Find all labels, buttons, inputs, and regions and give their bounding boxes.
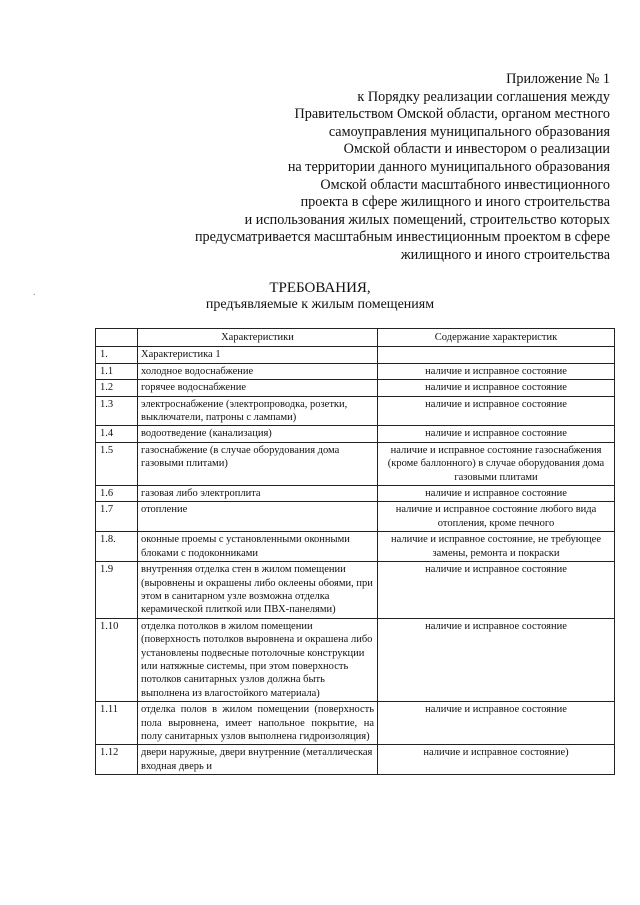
row-number: 1. — [96, 347, 138, 363]
row-number: 1.9 — [96, 562, 138, 619]
row-content: наличие и исправное состояние — [378, 426, 615, 442]
table-row — [96, 486, 615, 502]
row-characteristic: холодное водоснабжение — [138, 363, 378, 379]
row-number: 1.6 — [96, 486, 138, 502]
row-number: 1.12 — [96, 745, 138, 775]
row-content: наличие и исправное состояние — [378, 380, 615, 396]
row-content: наличие и исправное состояние — [378, 486, 615, 502]
row-number: 1.11 — [96, 702, 138, 745]
row-content: наличие и исправное состояние — [378, 363, 615, 379]
appendix-line: самоуправления муниципального образования — [328, 123, 610, 140]
table-row — [96, 562, 615, 619]
table-row — [96, 532, 615, 562]
document-subtitle: предъявляемые к жилым помещениям — [205, 297, 435, 312]
row-characteristic: оконные проемы с установленными оконными блоками с подоконниками — [138, 532, 378, 562]
row-characteristic: отделка полов в жилом помещении (поверхность пола выровнена, имеет напольное покрытие, на полу санитарных узлов выполнена гидроизоляция) — [138, 702, 378, 745]
table-header-row — [96, 329, 615, 347]
requirements-table — [95, 328, 615, 775]
header-content: Содержание характеристик — [378, 329, 615, 347]
row-number: 1.3 — [96, 396, 138, 426]
table-row — [96, 502, 615, 532]
table-row — [96, 380, 615, 396]
appendix-line: Правительством Омской области, органом местного — [294, 106, 610, 123]
row-number: 1.8. — [96, 532, 138, 562]
row-content: наличие и исправное состояние — [378, 396, 615, 426]
table-row — [96, 426, 615, 442]
table-row — [96, 442, 615, 485]
appendix-line: предусматривается масштабным инвестиционным проектом в сфере — [194, 229, 610, 246]
row-content: наличие и исправное состояние, не требующее замены, ремонта и покраски — [378, 532, 615, 562]
row-content: наличие и исправное состояние — [378, 562, 615, 619]
appendix-line: жилищного и иного строительства — [400, 246, 610, 263]
row-number: 1.1 — [96, 363, 138, 379]
header-number — [96, 329, 138, 347]
appendix-header — [140, 71, 610, 265]
appendix-line: и использования жилых помещений, строительство которых — [244, 211, 610, 228]
table-row — [96, 745, 615, 775]
row-number: 1.4 — [96, 426, 138, 442]
row-characteristic: газоснабжение (в случае оборудования дома газовыми плитами) — [138, 442, 378, 485]
row-number: 1.2 — [96, 380, 138, 396]
row-characteristic: водоотведение (канализация) — [138, 426, 378, 442]
row-content: наличие и исправное состояние) — [378, 745, 615, 775]
row-characteristic: Характеристика 1 — [138, 347, 378, 363]
appendix-line: на территории данного муниципального образования — [287, 158, 610, 175]
margin-mark: . — [33, 287, 36, 298]
table-row — [96, 702, 615, 745]
row-characteristic: газовая либо электроплита — [138, 486, 378, 502]
row-content: наличие и исправное состояние любого вида отопления, кроме печного — [378, 502, 615, 532]
table-row — [96, 618, 615, 701]
row-characteristic: внутренняя отделка стен в жилом помещении (выровнены и окрашены либо оклеены обоями, при этом в санитарном узле возможна отделка керамической плиткой или ПВХ-панелями) — [138, 562, 378, 619]
appendix-line: проекта в сфере жилищного и иного строительства — [300, 194, 610, 211]
row-content: наличие и исправное состояние — [378, 618, 615, 701]
table-row — [96, 396, 615, 426]
row-characteristic: электроснабжение (электропроводка, розетки, выключатели, патроны с лампами) — [138, 396, 378, 426]
row-characteristic: двери наружные, двери внутренние (металлическая входная дверь и — [138, 745, 378, 775]
row-characteristic: отделка потолков в жилом помещении (поверхность потолков выровнена и окрашена либо установлены подвесные потолочные конструкции или натяжные системы, при этом поверхность потолков санитарных узлов должна быть выполнена из влагостойкого материала) — [138, 618, 378, 701]
row-number: 1.10 — [96, 618, 138, 701]
appendix-line: к Порядку реализации соглашения между — [357, 88, 610, 105]
row-number: 1.5 — [96, 442, 138, 485]
appendix-line: Приложение № 1 — [506, 71, 610, 87]
appendix-line: Омской области масштабного инвестиционного — [320, 176, 610, 193]
row-number: 1.7 — [96, 502, 138, 532]
row-content — [378, 347, 615, 363]
table-row — [96, 363, 615, 379]
document-title: ТРЕБОВАНИЯ, — [269, 280, 371, 296]
row-characteristic: горячее водоснабжение — [138, 380, 378, 396]
appendix-line: Омской области и инвестором о реализации — [343, 141, 610, 158]
row-characteristic: отопление — [138, 502, 378, 532]
row-content: наличие и исправное состояние газоснабжения (кроме баллонного) в случае оборудования дома газовыми плитами — [378, 442, 615, 485]
row-content: наличие и исправное состояние — [378, 702, 615, 745]
header-characteristics: Характеристики — [138, 329, 378, 347]
table-row — [96, 347, 615, 363]
